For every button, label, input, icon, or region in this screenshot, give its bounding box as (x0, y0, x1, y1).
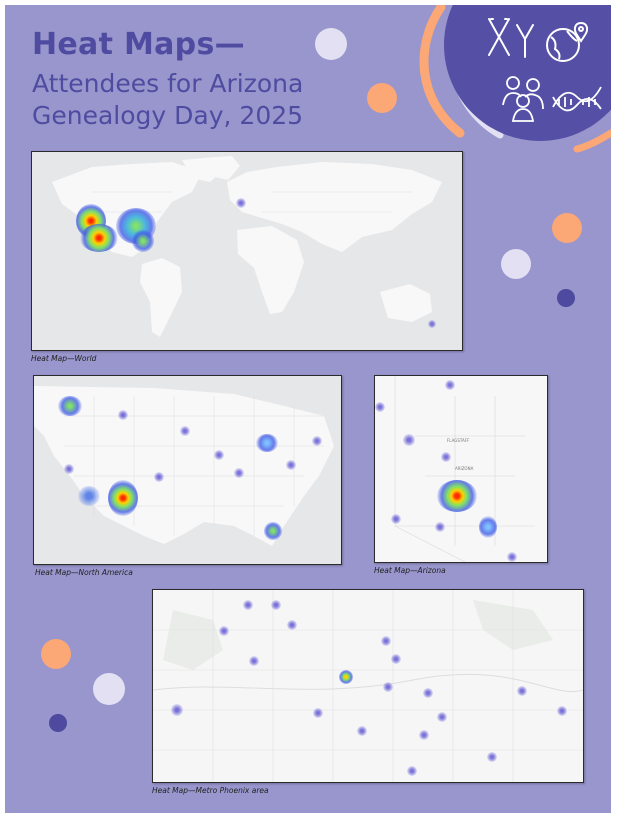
poster (5, 5, 611, 813)
phoenix-map-caption: Heat Map—Metro Phoenix area (152, 786, 269, 795)
city-label: FLAGSTAFF (447, 438, 470, 443)
corner-badge (405, 5, 611, 155)
decor-circle-navy (557, 289, 575, 307)
page-subtitle-line-2: Genealogy Day, 2025 (32, 101, 304, 130)
page-title: Heat Maps— (32, 27, 245, 62)
decor-circle-orange (552, 213, 582, 243)
decor-circle-navy (49, 714, 67, 732)
decor-circle-orange (41, 639, 71, 669)
arizona-map-caption: Heat Map—Arizona (374, 566, 446, 575)
world-heat-map[interactable] (31, 151, 463, 351)
decor-circle-lavender (315, 28, 347, 60)
city-label: ARIZONA (455, 466, 474, 471)
arizona-heat-map[interactable] (374, 375, 548, 563)
decor-circle-lavender (501, 249, 531, 279)
page-subtitle-line-1: Attendees for Arizona (32, 69, 304, 98)
world-map-caption: Heat Map—World (31, 354, 97, 363)
decor-circle-lavender (93, 673, 125, 705)
north-america-map-caption: Heat Map—North America (35, 568, 133, 577)
phoenix-heat-map[interactable] (152, 589, 584, 783)
decor-circle-orange (367, 83, 397, 113)
north-america-heat-map[interactable] (33, 375, 342, 565)
